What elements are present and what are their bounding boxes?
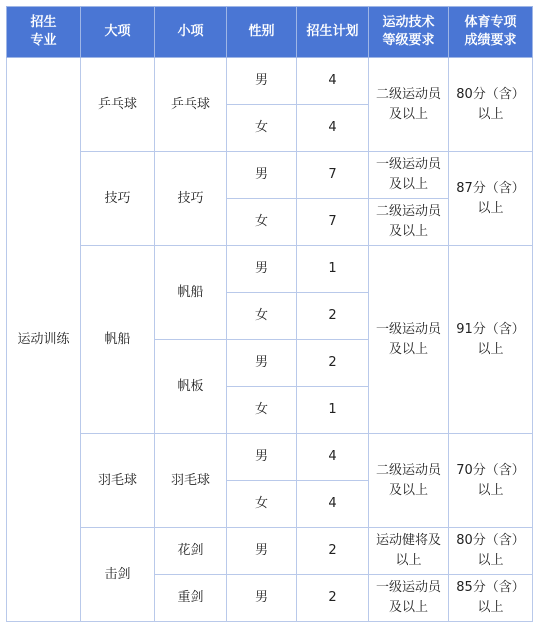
item-cell: 羽毛球 [155,434,227,528]
category-cell: 羽毛球 [81,434,155,528]
score-cell [449,434,533,528]
level-line2: 及以上 [388,106,428,122]
gender-cell: 女 [227,105,297,152]
plan-cell: 2 [297,340,369,387]
level-line2: 以上 [395,553,422,568]
header-category: 大项 [81,7,155,58]
score-cell [449,152,533,246]
category-cell: 击剑 [81,528,155,622]
category-cell: 乒乓球 [81,58,155,152]
plan-cell: 4 [297,434,369,481]
level-line2: 及以上 [388,482,428,498]
score-line1: 85分（含） [456,580,525,595]
gender-cell: 男 [227,58,297,105]
score-cell [449,575,533,622]
table-row [7,434,533,481]
header-item: 小项 [155,7,227,58]
score-cell [449,246,533,434]
level-cell [369,246,449,434]
score-line2: 以上 [477,106,504,122]
score-line2: 以上 [477,600,504,615]
header-gender: 性别 [227,7,297,58]
category-cell: 技巧 [81,152,155,246]
level-line1: 二级运动员 [375,462,441,478]
level-line1: 一级运动员 [375,321,441,337]
level-line1: 一级运动员 [375,157,441,172]
admission-table-container [6,6,533,622]
major-cell: 运动训练 [7,58,81,622]
plan-cell: 7 [297,199,369,246]
level-line2: 及以上 [388,600,428,615]
score-line2: 以上 [477,200,504,216]
level-line1: 运动健将及 [375,533,441,548]
gender-cell: 男 [227,152,297,199]
score-cell [449,58,533,152]
header-major [7,7,81,58]
score-cell [449,528,533,575]
gender-cell: 女 [227,481,297,528]
plan-cell: 7 [297,152,369,199]
table-row [7,152,533,199]
score-line2: 以上 [477,482,504,498]
gender-cell: 男 [227,340,297,387]
item-cell: 花剑 [155,528,227,575]
level-line1: 一级运动员 [375,580,441,595]
score-line1: 91分（含） [456,321,525,337]
gender-cell: 男 [227,434,297,481]
category-cell: 帆船 [81,246,155,434]
gender-cell: 男 [227,575,297,622]
level-cell [369,434,449,528]
header-row [7,7,533,58]
item-cell: 帆板 [155,340,227,434]
header-major-line2: 专业 [30,33,57,48]
level-cell [369,575,449,622]
level-cell [369,199,449,246]
table-row [7,528,533,575]
admission-plan-table [6,6,533,622]
header-level [369,7,449,58]
level-line1: 二级运动员 [375,204,441,219]
item-cell: 重剑 [155,575,227,622]
header-plan: 招生计划 [297,7,369,58]
plan-cell: 2 [297,293,369,340]
score-line1: 80分（含） [456,533,525,548]
plan-cell: 4 [297,58,369,105]
plan-cell: 2 [297,528,369,575]
score-line1: 87分（含） [456,180,525,196]
score-line2: 以上 [477,341,504,357]
plan-cell: 1 [297,387,369,434]
item-cell: 乒乓球 [155,58,227,152]
table-row [7,58,533,105]
header-major-line1: 招生 [30,15,57,30]
plan-cell: 4 [297,105,369,152]
level-line1: 二级运动员 [375,86,441,102]
level-cell [369,528,449,575]
item-cell: 帆船 [155,246,227,340]
gender-cell: 女 [227,387,297,434]
level-line2: 及以上 [388,177,428,192]
plan-cell: 1 [297,246,369,293]
level-line2: 及以上 [388,224,428,239]
level-line2: 及以上 [388,341,428,357]
header-score-line1: 体育专项 [464,15,517,30]
level-cell [369,58,449,152]
header-score [449,7,533,58]
gender-cell: 男 [227,528,297,575]
header-level-line2: 等级要求 [382,33,435,48]
plan-cell: 4 [297,481,369,528]
header-score-line2: 成绩要求 [464,33,517,48]
gender-cell: 男 [227,246,297,293]
plan-cell: 2 [297,575,369,622]
table-row [7,246,533,293]
item-cell: 技巧 [155,152,227,246]
gender-cell: 女 [227,199,297,246]
header-level-line1: 运动技术 [382,15,435,30]
gender-cell: 女 [227,293,297,340]
level-cell [369,152,449,199]
score-line1: 70分（含） [456,462,525,478]
score-line1: 80分（含） [456,86,525,102]
score-line2: 以上 [477,553,504,568]
